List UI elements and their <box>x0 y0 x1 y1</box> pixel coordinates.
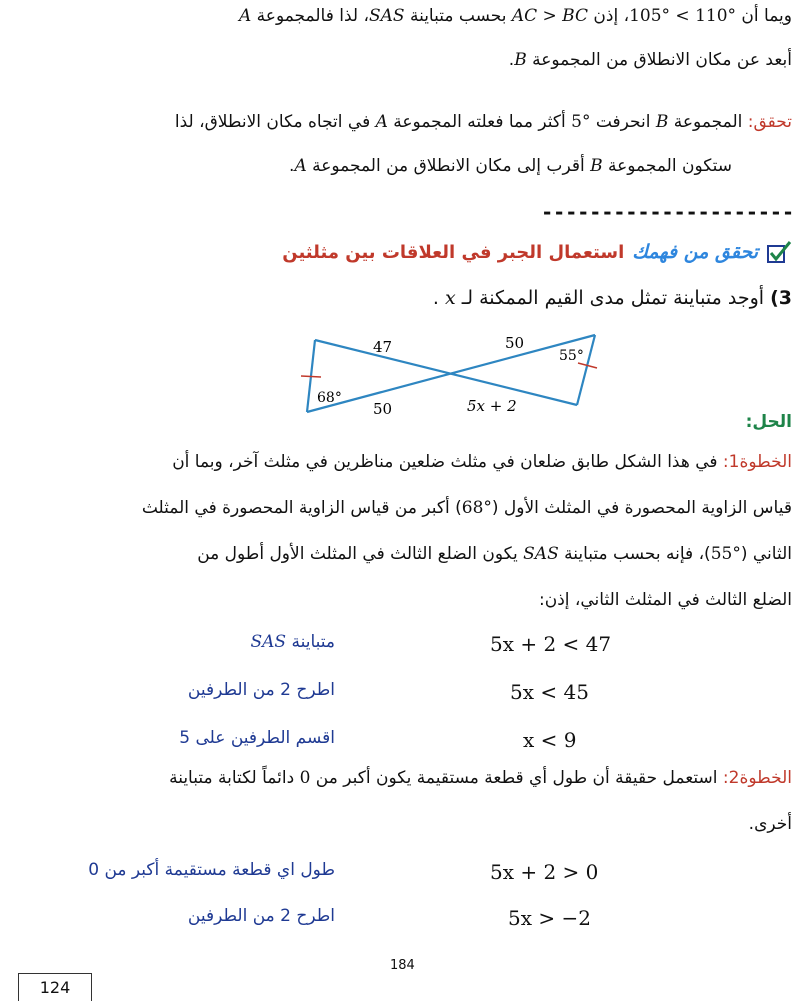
math-inline: 105° < 110° <box>629 6 737 26</box>
math-inline: A <box>239 6 252 26</box>
equation: 5x + 2 > 0 <box>490 860 599 884</box>
text: أقرب إلى مكان الانطلاق من المجموعة <box>306 156 591 176</box>
solution-label-line <box>8 408 792 436</box>
heading-subtitle: استعمال الجبر في العلاقات بين مثلثين <box>282 241 625 263</box>
step1-line <box>8 586 792 614</box>
separator: --------------------- <box>541 200 794 224</box>
text: الثاني ( <box>740 544 792 564</box>
equation-note <box>188 680 335 700</box>
text: قياس الزاوية المحصورة في المثلث الأول ( <box>491 498 792 518</box>
text: بحسب متباينة <box>404 6 512 26</box>
text: ) أكبر من قياس الزاوية المحصورة في المثلث <box>141 498 462 518</box>
text: المجموعة <box>668 112 748 132</box>
text: ويما أن <box>736 6 792 26</box>
check-line <box>8 108 792 136</box>
math-inline: B <box>655 112 669 132</box>
question-line <box>8 284 792 312</box>
step1-line <box>8 448 792 476</box>
note-text: طول اي قطعة مستقيمة أكبر من 0 <box>88 860 335 880</box>
equation: x < 9 <box>523 728 577 752</box>
math-inline: B <box>590 156 603 176</box>
step2-label: الخطوة2: <box>722 768 792 788</box>
note-math: SAS <box>250 632 287 652</box>
math-inline: 5° <box>571 112 591 132</box>
step1-line <box>8 494 792 522</box>
section-heading <box>282 240 792 264</box>
angle-label-68: 68° <box>317 390 342 406</box>
checkbox-icon <box>766 240 792 264</box>
text: ، لذا فالمجموعة <box>251 6 369 26</box>
equation: 5x > −2 <box>508 906 591 930</box>
text: الضلع الثالث في المثلث الثاني، إذن: <box>538 590 792 610</box>
text: أبعد عن مكان الانطلاق من المجموعة <box>526 50 792 70</box>
text: ، إذن <box>588 6 630 26</box>
paragraph-line <box>8 2 792 30</box>
text: في اتجاه مكان الانطلاق، لذا <box>174 112 376 132</box>
note-text: اقسم الطرفين على 5 <box>179 728 335 748</box>
angle-label-55: 55° <box>559 348 584 364</box>
equation: 5x < 45 <box>510 680 589 704</box>
math-inline: A <box>375 112 388 132</box>
diagonal-side-2 <box>307 335 595 412</box>
math-inline: SAS <box>523 544 559 564</box>
equation-row <box>0 906 800 936</box>
step2-line <box>8 764 792 792</box>
side-label-47: 47 <box>373 338 393 356</box>
solution-label: الحل: <box>745 412 792 432</box>
math-inline: x <box>444 287 456 309</box>
equation-row <box>0 632 800 662</box>
math-inline: AC > BC <box>511 6 588 26</box>
page-number-box: 124 <box>18 973 92 1001</box>
equation-note <box>179 728 335 748</box>
check-line <box>8 152 732 180</box>
equation: 5x + 2 < 47 <box>490 632 612 656</box>
heading-title: تحقق من فهمك <box>632 241 758 263</box>
text: أخرى. <box>748 814 792 834</box>
text: استعمل حقيقة أن طول أي قطعة مستقيمة يكون أكبر من <box>310 768 723 788</box>
text: )، فإنه بحسب متباينة <box>558 544 711 564</box>
text: . <box>432 287 445 309</box>
right-vertical-side <box>577 335 595 405</box>
equation-row <box>0 728 800 758</box>
math-inline: 68° <box>461 498 492 518</box>
side-label-50-bottom: 50 <box>373 400 393 418</box>
note-text: اطرح 2 من الطرفين <box>187 906 335 926</box>
note-text: اطرح 2 من الطرفين <box>187 680 335 700</box>
step1-label: الخطوة1: <box>722 452 792 472</box>
math-inline: A <box>294 156 307 176</box>
side-label-5x-plus-2: 5x + 2 <box>467 397 517 415</box>
equation-note <box>88 860 335 880</box>
equation-note <box>250 632 335 652</box>
step1-line <box>8 540 792 568</box>
check-label: تحقق: <box>747 112 792 132</box>
equation-row <box>0 680 800 710</box>
step2-line <box>8 810 792 838</box>
side-label-50-top: 50 <box>505 334 525 352</box>
text: انحرفت <box>590 112 656 132</box>
paragraph-line <box>8 46 792 74</box>
text: . <box>289 156 295 176</box>
text: دائماً لكتابة متباينة <box>169 768 300 788</box>
equation-note <box>188 906 335 926</box>
question-text: أوجد متباينة تمثل مدى القيم الممكنة لـ <box>455 287 771 309</box>
text: في هذا الشكل طابق ضلعان في مثلث ضلعين مناظرين في مثلث آخر، وبما أن <box>172 452 723 472</box>
page-number: 184 <box>390 958 415 973</box>
note-text: متباينة <box>286 632 335 652</box>
text: ستكون المجموعة <box>602 156 732 176</box>
math-inline: B <box>514 50 527 70</box>
math-inline: 0 <box>299 768 311 788</box>
math-inline: SAS <box>368 6 405 26</box>
equation-row <box>0 860 800 890</box>
text: . <box>508 50 515 70</box>
text: أكثر مما فعلته المجموعة <box>387 112 572 132</box>
text: يكون الضلع الثالث في المثلث الأول أطول من <box>197 544 524 564</box>
question-number: 3) <box>770 287 792 309</box>
tick-mark-left <box>301 376 321 377</box>
math-inline: 55° <box>710 544 741 564</box>
